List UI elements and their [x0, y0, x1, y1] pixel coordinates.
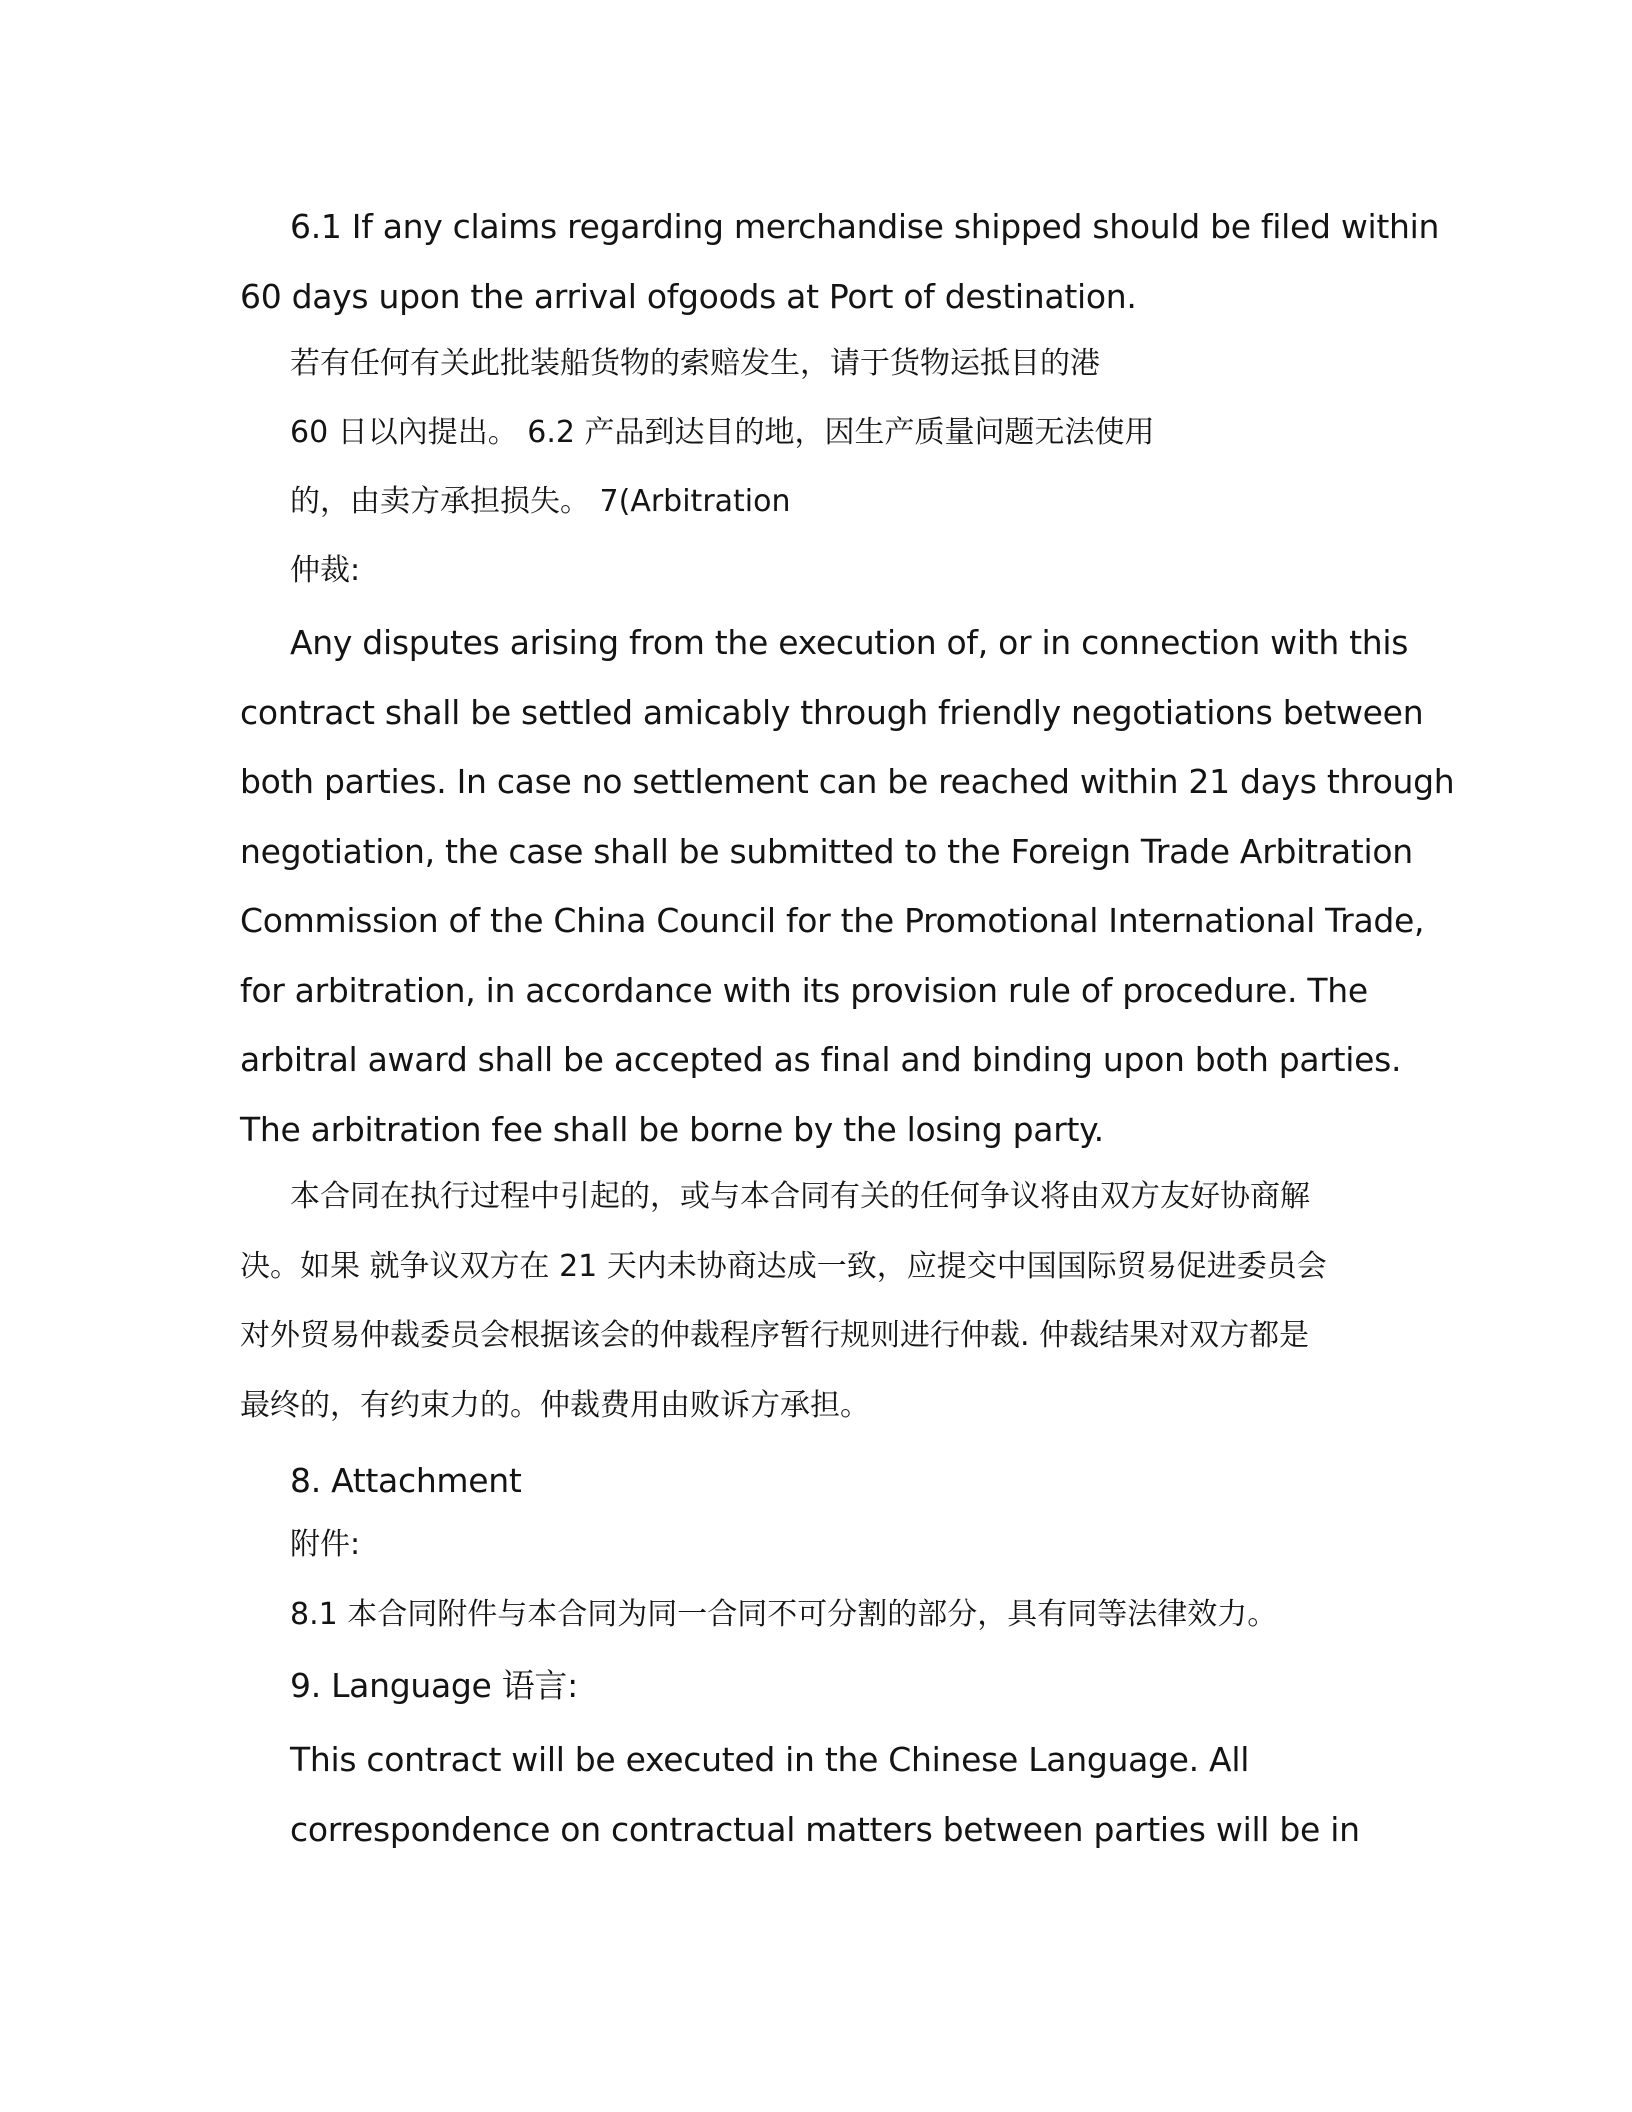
clause-7-en-line-6: for arbitration, in accordance with its provision rule of procedure. The: [240, 971, 1368, 1010]
clause-7-en-line-4: negotiation, the case shall be submitted to the Foreign Trade Arbitration: [240, 832, 1413, 871]
clause-7-en-line-3: both parties. In case no settlement can be reached within 21 days through: [240, 762, 1455, 801]
clause-7-en-line-8: The arbitration fee shall be borne by the losing party.: [240, 1110, 1104, 1149]
clause-7-zh-heading: 仲裁:: [290, 553, 361, 588]
clause-7-zh-line-2: 决。如果 就争议双方在 21 天内未协商达成一致，应提交中国国际贸易促进委员会: [240, 1249, 1327, 1284]
clause-6-1-line-2: 60 days upon the arrival ofgoods at Port of destination.: [240, 277, 1137, 316]
clause-9-heading: 9. Language 语言:: [290, 1666, 578, 1705]
clause-6-2-zh-line-3: 的，由卖方承担损失。 7(Arbitration: [290, 484, 791, 519]
clause-7-en-line-7: arbitral award shall be accepted as final and binding upon both parties.: [240, 1040, 1402, 1079]
clause-7-zh-line-3: 对外贸易仲裁委员会根据该会的仲裁程序暂行规则进行仲裁. 仲裁结果对双方都是: [240, 1318, 1310, 1353]
clause-6-1-zh-line-2: 60 日以內提出。 6.2 产品到达目的地，因生产质量问题无法使用: [290, 415, 1155, 450]
clause-6-1-line-1: 6.1 If any claims regarding merchandise shipped should be filed within: [290, 207, 1440, 246]
clause-7-en-line-1: Any disputes arising from the execution of, or in connection with this: [290, 623, 1409, 662]
clause-7-zh-line-1: 本合同在执行过程中引起的，或与本合同有关的任何争议将由双方友好协商解: [290, 1179, 1310, 1214]
clause-9-line-1: This contract will be executed in the Chinese Language. All: [290, 1740, 1250, 1779]
clause-6-1-zh-line-1: 若有任何有关此批装船货物的索赔发生，请于货物运抵目的港: [290, 346, 1100, 381]
clause-8-1-line: 8.1 本合同附件与本合同为同一合同不可分割的部分，具有同等法律效力。: [290, 1597, 1278, 1632]
clause-9-line-2: correspondence on contractual matters between parties will be in: [290, 1810, 1360, 1849]
clause-8-heading: 8. Attachment: [290, 1461, 522, 1500]
clause-7-en-line-5: Commission of the China Council for the Promotional International Trade,: [240, 901, 1425, 940]
clause-7-zh-line-4: 最终的，有约束力的。仲裁费用由败诉方承担。: [240, 1388, 870, 1423]
clause-8-zh-heading: 附件:: [290, 1527, 361, 1562]
clause-7-en-line-2: contract shall be settled amicably through friendly negotiations between: [240, 693, 1424, 732]
